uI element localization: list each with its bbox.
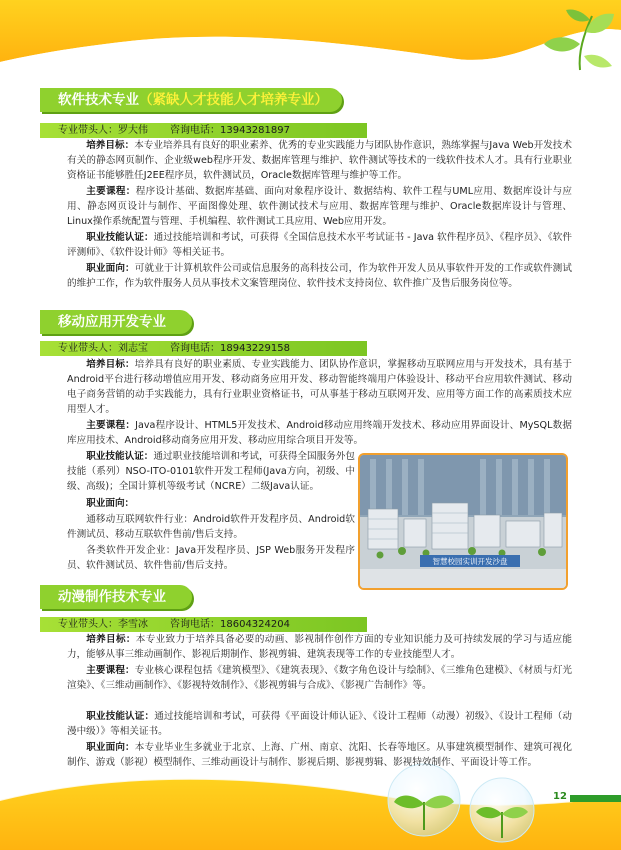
section-title: 软件技术专业 [58, 92, 139, 108]
section-banner-mobile [40, 310, 192, 334]
leader-name: 专业带头人：罗大伟 [58, 125, 148, 136]
paragraph-label: 职业面向： [86, 742, 135, 753]
paragraph-text: 通过技能培训和考试，可获得《全国信息技术水平考试证书 - Java 软件程序员》、《程序员》、《软件评测师》、《软件设计师》等相关证书。 [67, 232, 572, 259]
paragraph-label: 主要课程： [86, 420, 136, 431]
paragraph-career [67, 740, 572, 770]
leader-bar-animation [40, 617, 367, 632]
paragraph-label: 主要课程： [86, 665, 135, 676]
paragraph-text: Java程序设计、HTML5开发技术、Android移动应用终端开发技术、移动应用界面设计、MySQL数据库应用技术、Android移动商务应用开发、移动应用综合项目开发等。 [67, 420, 572, 447]
paragraph-career-2 [67, 543, 355, 573]
paragraph-goal [67, 138, 572, 183]
paragraph-career-1 [67, 512, 355, 542]
paragraph-text: 可就业于计算机软件公司或信息服务的高科技公司，作为软件开发人员从事软件开发的工作或软件测试的维护工作，作为软件服务人员从事技术文案管理岗位、软件技术支持岗位、软件推广及售后服务岗位等。 [67, 263, 572, 290]
paragraph-goal [67, 632, 572, 662]
paragraph-goal [67, 357, 572, 417]
section-title-highlight: （紧缺人才技能人才培养专业） [139, 92, 328, 108]
section-banner-animation [40, 585, 192, 609]
paragraph-label: 培养目标： [86, 140, 135, 151]
paragraph-courses [67, 184, 572, 229]
paragraph-label: 主要课程： [86, 186, 136, 197]
section-banner-software [40, 88, 342, 112]
paragraph-text: 专业核心课程包括《建筑模型》、《建筑表现》、《数字角色设计与绘制》、《三维角色建模》、《材质与灯光渲染》、《三维动画制作》、《影视特效制作》、《影视剪辑与合成》、《影视广告制作》等。 [67, 665, 573, 692]
paragraph-text: 通过职业技能培训和考试，可获得全国服务外包技能（系列）NSO-ITO-0101软件开发工程师(Java方向，初级、中级、高级)；全国计算机等级考试（NCRE）二级Java认证。 [67, 451, 356, 493]
paragraph-label: 职业面向： [86, 263, 135, 274]
paragraph-text: 通过技能培训和考试，可获得《平面设计师认证》、《设计工程师（动漫）初级》、《设计工程师（动漫中级）》等相关证书。 [67, 711, 572, 738]
section-title: 动漫制作技术专业 [58, 589, 166, 605]
paragraph-text: 程序设计基础、数据库基础、面向对象程序设计、数据结构、软件工程与UML应用、数据库设计与应用、静态网页设计与制作、平面图像处理、软件测试技术与应用、数据库管理与维护、Oracle数据库设计与管理、Linux操作系统配置与管理、手机编程、软件测试工具应用、Web应用开发。 [67, 186, 573, 228]
paragraph-text: 培养具有良好的职业素质、专业实践能力、团队协作意识，掌握移动互联网应用与开发技术，具有基于Android平台进行移动增值应用开发、移动商务应用开发、移动智能终端用户体验设计、移动平台应用软件测试、移动电子商务营销的动手实践能力，具有行业职业资格证书，可从事基于移动互联网开发、应用等方面工作的高素质技术应用型人才。 [67, 359, 572, 416]
page-number: 12 [553, 791, 567, 802]
paragraph-label: 培养目标： [86, 634, 136, 645]
paragraph-label: 职业技能认证： [86, 451, 154, 462]
paragraph-cert [67, 709, 572, 739]
paragraph-text: 本专业毕业生多就业于北京、上海、广州、南京、沈阳、长春等地区。从事建筑模型制作、建筑可视化制作、游戏（影视）模型制作、三维动画设计与制作、影视后期、影视剪辑、影视特效制作、平面设计等工作。 [67, 742, 572, 769]
paragraph-cert [67, 449, 355, 494]
leader-name: 专业带头人：李雪冰 [58, 619, 148, 630]
section-title: 移动应用开发专业 [58, 314, 166, 330]
paragraph-career-label [67, 496, 355, 511]
paragraph-text: 本专业培养具有良好的职业素养、优秀的专业实践能力与团队协作意识，熟练掌握与Java Web开发技术有关的静态网页制作、企业级web程序开发、数据库管理与维护、软件测试等技术的一线软件技术人才。具有行业职业资格证书能够胜任J2EE程序员，软件测试员，Oracle数据库管理与维护等工作。 [67, 140, 572, 182]
paragraph-text: 各类软件开发企业：Java开发程序员、JSP Web服务开发程序员、软件测试员、软件售前/售后支持。 [67, 545, 355, 572]
paragraph-label: 职业技能认证： [86, 711, 155, 722]
paragraph-cert [67, 230, 572, 260]
phone-number: 咨询电话：13943281897 [170, 125, 290, 136]
paragraph-text: 通移动互联网软件行业：Android软件开发程序员、Android软件测试员、移动互联软件售前/售后支持。 [67, 514, 355, 541]
photo-caption: 智慧校园实训开发沙盘 [432, 557, 508, 566]
sandbox-model-photo [358, 453, 568, 590]
paragraph-label: 职业技能认证： [86, 232, 154, 243]
paragraph-courses [67, 663, 572, 693]
leader-bar-mobile [40, 341, 367, 356]
paragraph-career [67, 261, 572, 291]
paragraph-label: 培养目标： [86, 359, 135, 370]
paragraph-courses [67, 418, 572, 448]
paragraph-text: 本专业致力于培养具备必要的动画、影视制作创作方面的专业知识能力及可持续发展的学习与适应能力，能够从事三维动画制作、影视后期制作、影视剪辑、建筑表现等工作的专业技能型人才。 [67, 634, 573, 661]
leader-name: 专业带头人：刘志宝 [58, 343, 148, 354]
leader-bar-software [40, 123, 367, 138]
phone-number: 咨询电话：18604324204 [170, 619, 290, 630]
paragraph-label: 职业面向： [86, 498, 135, 509]
phone-number: 咨询电话：18943229158 [170, 343, 290, 354]
